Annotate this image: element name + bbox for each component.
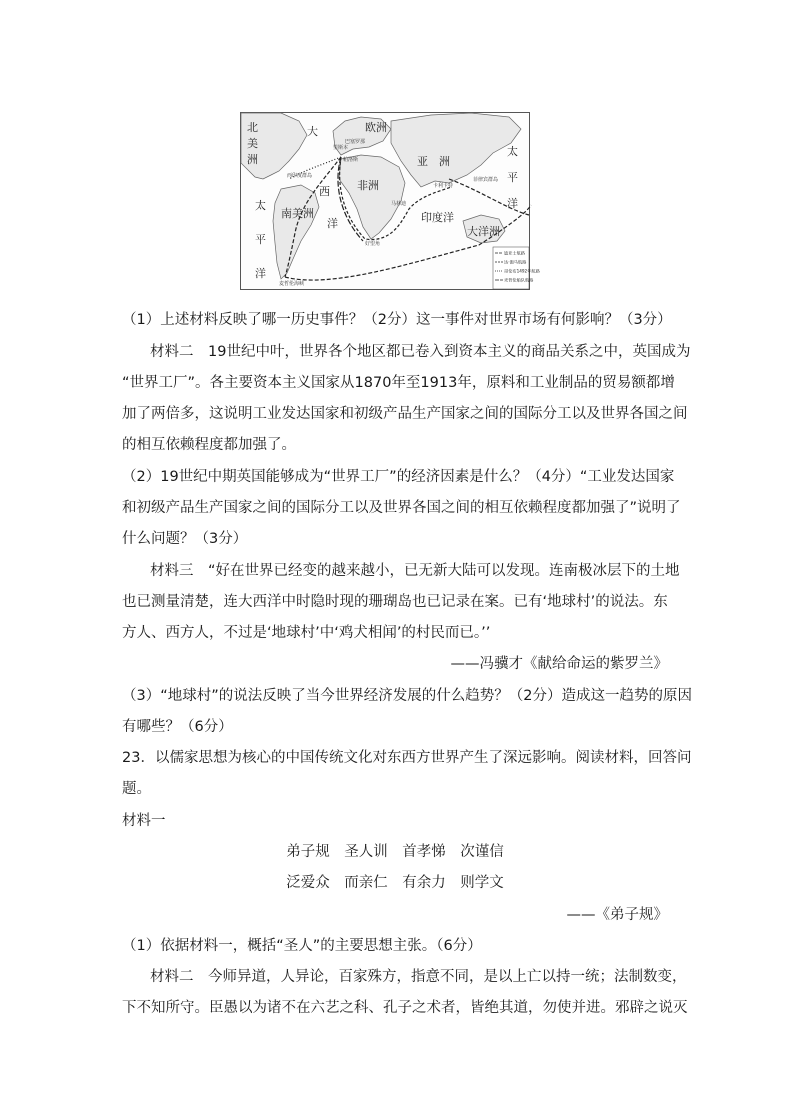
- label-atl-ping: 平: [255, 233, 266, 246]
- label-indian-ocean: 印度洋: [421, 211, 454, 224]
- label-da: 大: [307, 125, 318, 138]
- material-3-line-1: 材料三 “好在世界已经变的越来越小，已无新大陆可以发现。连南极冰层下的土地: [150, 563, 680, 579]
- label-atl-yang: 洋: [255, 267, 266, 280]
- label-pac-3: 洋: [507, 197, 518, 210]
- label-europe: 欧洲: [365, 121, 387, 134]
- question-3-line-2: 有哪些？（6分）: [122, 719, 233, 735]
- label-palos: 帕洛斯: [343, 157, 359, 163]
- label-cape: 好望角: [365, 241, 381, 247]
- material-3-line-2: 也已测量清楚，连大西洋中时隐时现的珊瑚岛也已记录在案。已有‘地球村’的说法。东: [122, 594, 668, 610]
- material-2-line-2: “世界工厂”。各主要资本主义国家从1870年至1913年，原料和工业制品的贸易额都增: [122, 375, 675, 391]
- asia-shape: [391, 113, 521, 187]
- label-lisbon: 里斯本: [333, 145, 349, 151]
- label-ocean-yang: 洋: [327, 217, 338, 230]
- legend-magellan: 麦哲伦船队航路: [504, 277, 534, 283]
- label-magellan-strait: 麦哲伦海峡: [279, 281, 305, 287]
- label-west-indies: 西印度群岛: [287, 173, 313, 179]
- label-spain: 巴塞罗那: [345, 139, 366, 145]
- label-pac-1: 太: [507, 145, 518, 158]
- africa-shape: [339, 155, 405, 239]
- label-west: 西: [319, 185, 330, 198]
- question-3-line-1: （3）“地球村”的说法反映了当今世界经济发展的什么趋势？（2分）造成这一趋势的原因: [122, 688, 692, 704]
- label-na-2: 美: [247, 137, 258, 150]
- label-south-america: 南美洲: [281, 207, 314, 220]
- question-2-line-2: 和初级产品生产国家之间的国际分工以及世界各国之间的相互依赖程度都加强了”说明了: [122, 500, 681, 516]
- continents: [241, 113, 521, 279]
- material-1-label: 材料一: [122, 813, 166, 829]
- label-atl-tai: 太: [255, 199, 266, 212]
- material-2b-line-1: 材料二 今师异道，人异论，百家殊方，指意不同，是以上亡以持一统；法制数变，: [150, 969, 687, 985]
- label-na-3: 洲: [247, 153, 258, 166]
- material-2-line-4: 的相互依赖程度都加强了。: [122, 437, 296, 453]
- question-23-line-2: 题。: [122, 781, 151, 797]
- question-23-1: （1）依据材料一，概括“圣人”的主要思想主张。（6分）: [122, 938, 482, 954]
- material-3-source: ——冯骥才《献给命运的紫罗兰》: [450, 656, 668, 672]
- map-legend: [493, 247, 541, 289]
- south-america-shape: [273, 185, 319, 279]
- label-africa: 非洲: [357, 179, 379, 192]
- legend-columbus: 哥伦布1492年航路: [504, 268, 540, 274]
- question-2-line-1: （2）19世纪中期英国能够成为“世界工厂”的经济因素是什么？（4分）“工业发达国家: [122, 469, 675, 485]
- label-malindi: 马林迪: [391, 201, 407, 207]
- poem-line-1: 弟子规 圣人训 首孝悌 次谨信: [286, 844, 504, 860]
- poem-line-2: 泛爱众 而亲仁 有余力 则学文: [286, 875, 504, 891]
- material-2-line-1: 材料二 19世纪中叶，世界各个地区都已卷入到资本主义的商品关系之中，英国成为: [150, 344, 691, 360]
- legend-dias: 迪亚士航路: [504, 250, 525, 256]
- question-1: （1）上述材料反映了哪一历史事件？（2分）这一事件对世界市场有何影响？（3分）: [122, 312, 672, 328]
- label-calicut: 卡利卡特: [433, 183, 454, 189]
- material-2b-line-2: 下不知所守。臣愚以为诸不在六艺之科、孔子之术者，皆绝其道，勿使并进。邪辟之说灭: [122, 1000, 688, 1016]
- label-na-1: 北: [247, 121, 258, 134]
- question-23-line-1: 23．以儒家思想为核心的中国传统文化对东西方世界产生了深远影响。阅读材料，回答问: [122, 750, 692, 766]
- poem-source: ——《弟子规》: [566, 907, 668, 923]
- map-svg: [241, 113, 540, 289]
- material-2-line-3: 加了两倍多，这说明工业发达国家和初级产品生产国家之间的国际分工以及世界各国之间: [122, 406, 688, 422]
- material-3-line-3: 方人、西方人，不过是‘地球村’中‘鸡犬相闻’的村民而已。’’: [122, 625, 491, 641]
- question-2-line-3: 什么问题？（3分）: [122, 531, 248, 547]
- label-oceania: 大洋洲: [467, 225, 500, 238]
- label-pac-2: 平: [507, 171, 518, 184]
- legend-gama: 达·伽马航路: [504, 259, 527, 265]
- world-navigation-map: [240, 112, 540, 290]
- label-philippines: 菲律宾群岛: [473, 177, 499, 183]
- label-asia: 亚 洲: [417, 155, 450, 168]
